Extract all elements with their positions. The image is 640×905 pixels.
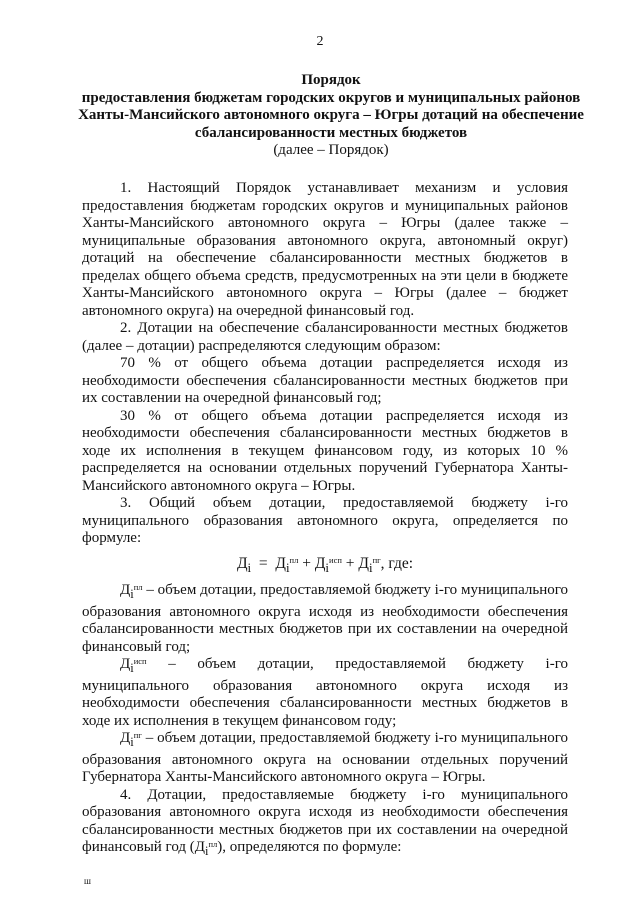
definition-pg: $Д_i^{пг}$ – объем дотации, предоставляемой бюджету i-го муниципального образования автономного округа на основании отдельных поручений Губернатора Ханты-Мансийского автономного округа – Югры. bbox=[82, 730, 568, 786]
page-number: 2 bbox=[316, 34, 324, 49]
definition-isp: $Д_i^{исп}$ – объем дотации, предоставляемой бюджету i-го муниципального образования автономного округа исходя из необходимости обеспечения сбалансированности местных бюджетов в ходе их исполнения в текущем финансовом году; bbox=[82, 656, 568, 729]
paragraph-3: 70 % от общего объема дотации распределяется исходя из необходимости обеспечения сбалансированности местных бюджетов при их составлении на очередной финансовый год; bbox=[82, 355, 568, 406]
definition-pl: $Д_i^{пл}$ – объем дотации, предоставляемой бюджету i-го муниципального образования автономного округа исходя из необходимости обеспечения сбалансированности местных бюджетов при их составлении на очередной финансовый год; bbox=[82, 582, 568, 655]
paragraph-5: 3. Общий объем дотации, предоставляемой бюджету i-го муниципального образования автономного округа, определяется по формуле: bbox=[82, 495, 568, 546]
paragraph-1: 1. Настоящий Порядок устанавливает механизм и условия предоставления бюджетам городских округов и муниципальных районов Ханты-Мансийского автономного округа – Югры (далее также – муниципальные образования автономного округа, автономный округ) дотаций на обеспечение сбалансированности местных бюджетов в пределах общего объема средств, предусмотренных на эти цели в бюджете Ханты-Мансийского автономного округа – Югры (далее – бюджет автономного округа) на очередной финансовый год. bbox=[82, 180, 568, 319]
document-body bbox=[82, 180, 568, 861]
title-line-2: предоставления бюджетам городских округов и муниципальных районов Ханты-Мансийского автономного округа – Югры дотаций на обеспечение сбалансированности местных бюджетов bbox=[78, 89, 584, 141]
paragraph-4: 30 % от общего объема дотации распределяется исходя из необходимости обеспечения сбалансированности местных бюджетов в ходе их исполнения в текущем финансовом году, из которых 10 % распределяется на основании отдельных поручений Губернатора Ханты-Мансийского автономного округа – Югры. bbox=[82, 407, 568, 494]
title-line-1: Порядок bbox=[301, 72, 361, 88]
paragraph-6: 4. Дотации, предоставляемые бюджету i-го муниципального образования автономного округа исходя из необходимости обеспечения сбалансированности местных бюджетов при их составлении на очередной финансовый год $(Д_i^{пл})$, определяются по формуле: bbox=[82, 786, 568, 859]
title-subtitle: (далее – Порядок) bbox=[273, 142, 389, 158]
paragraph-2: 2. Дотации на обеспечение сбалансированности местных бюджетов (далее – дотации) распределяются следующим образом: bbox=[82, 320, 568, 354]
document-title bbox=[70, 72, 592, 160]
page-fragment-mark: ш bbox=[84, 876, 91, 886]
formula-total: $Д_i = Д_i^{пл} + Д_i^{исп} + Д_i^{пг}$, где: bbox=[236, 554, 414, 575]
